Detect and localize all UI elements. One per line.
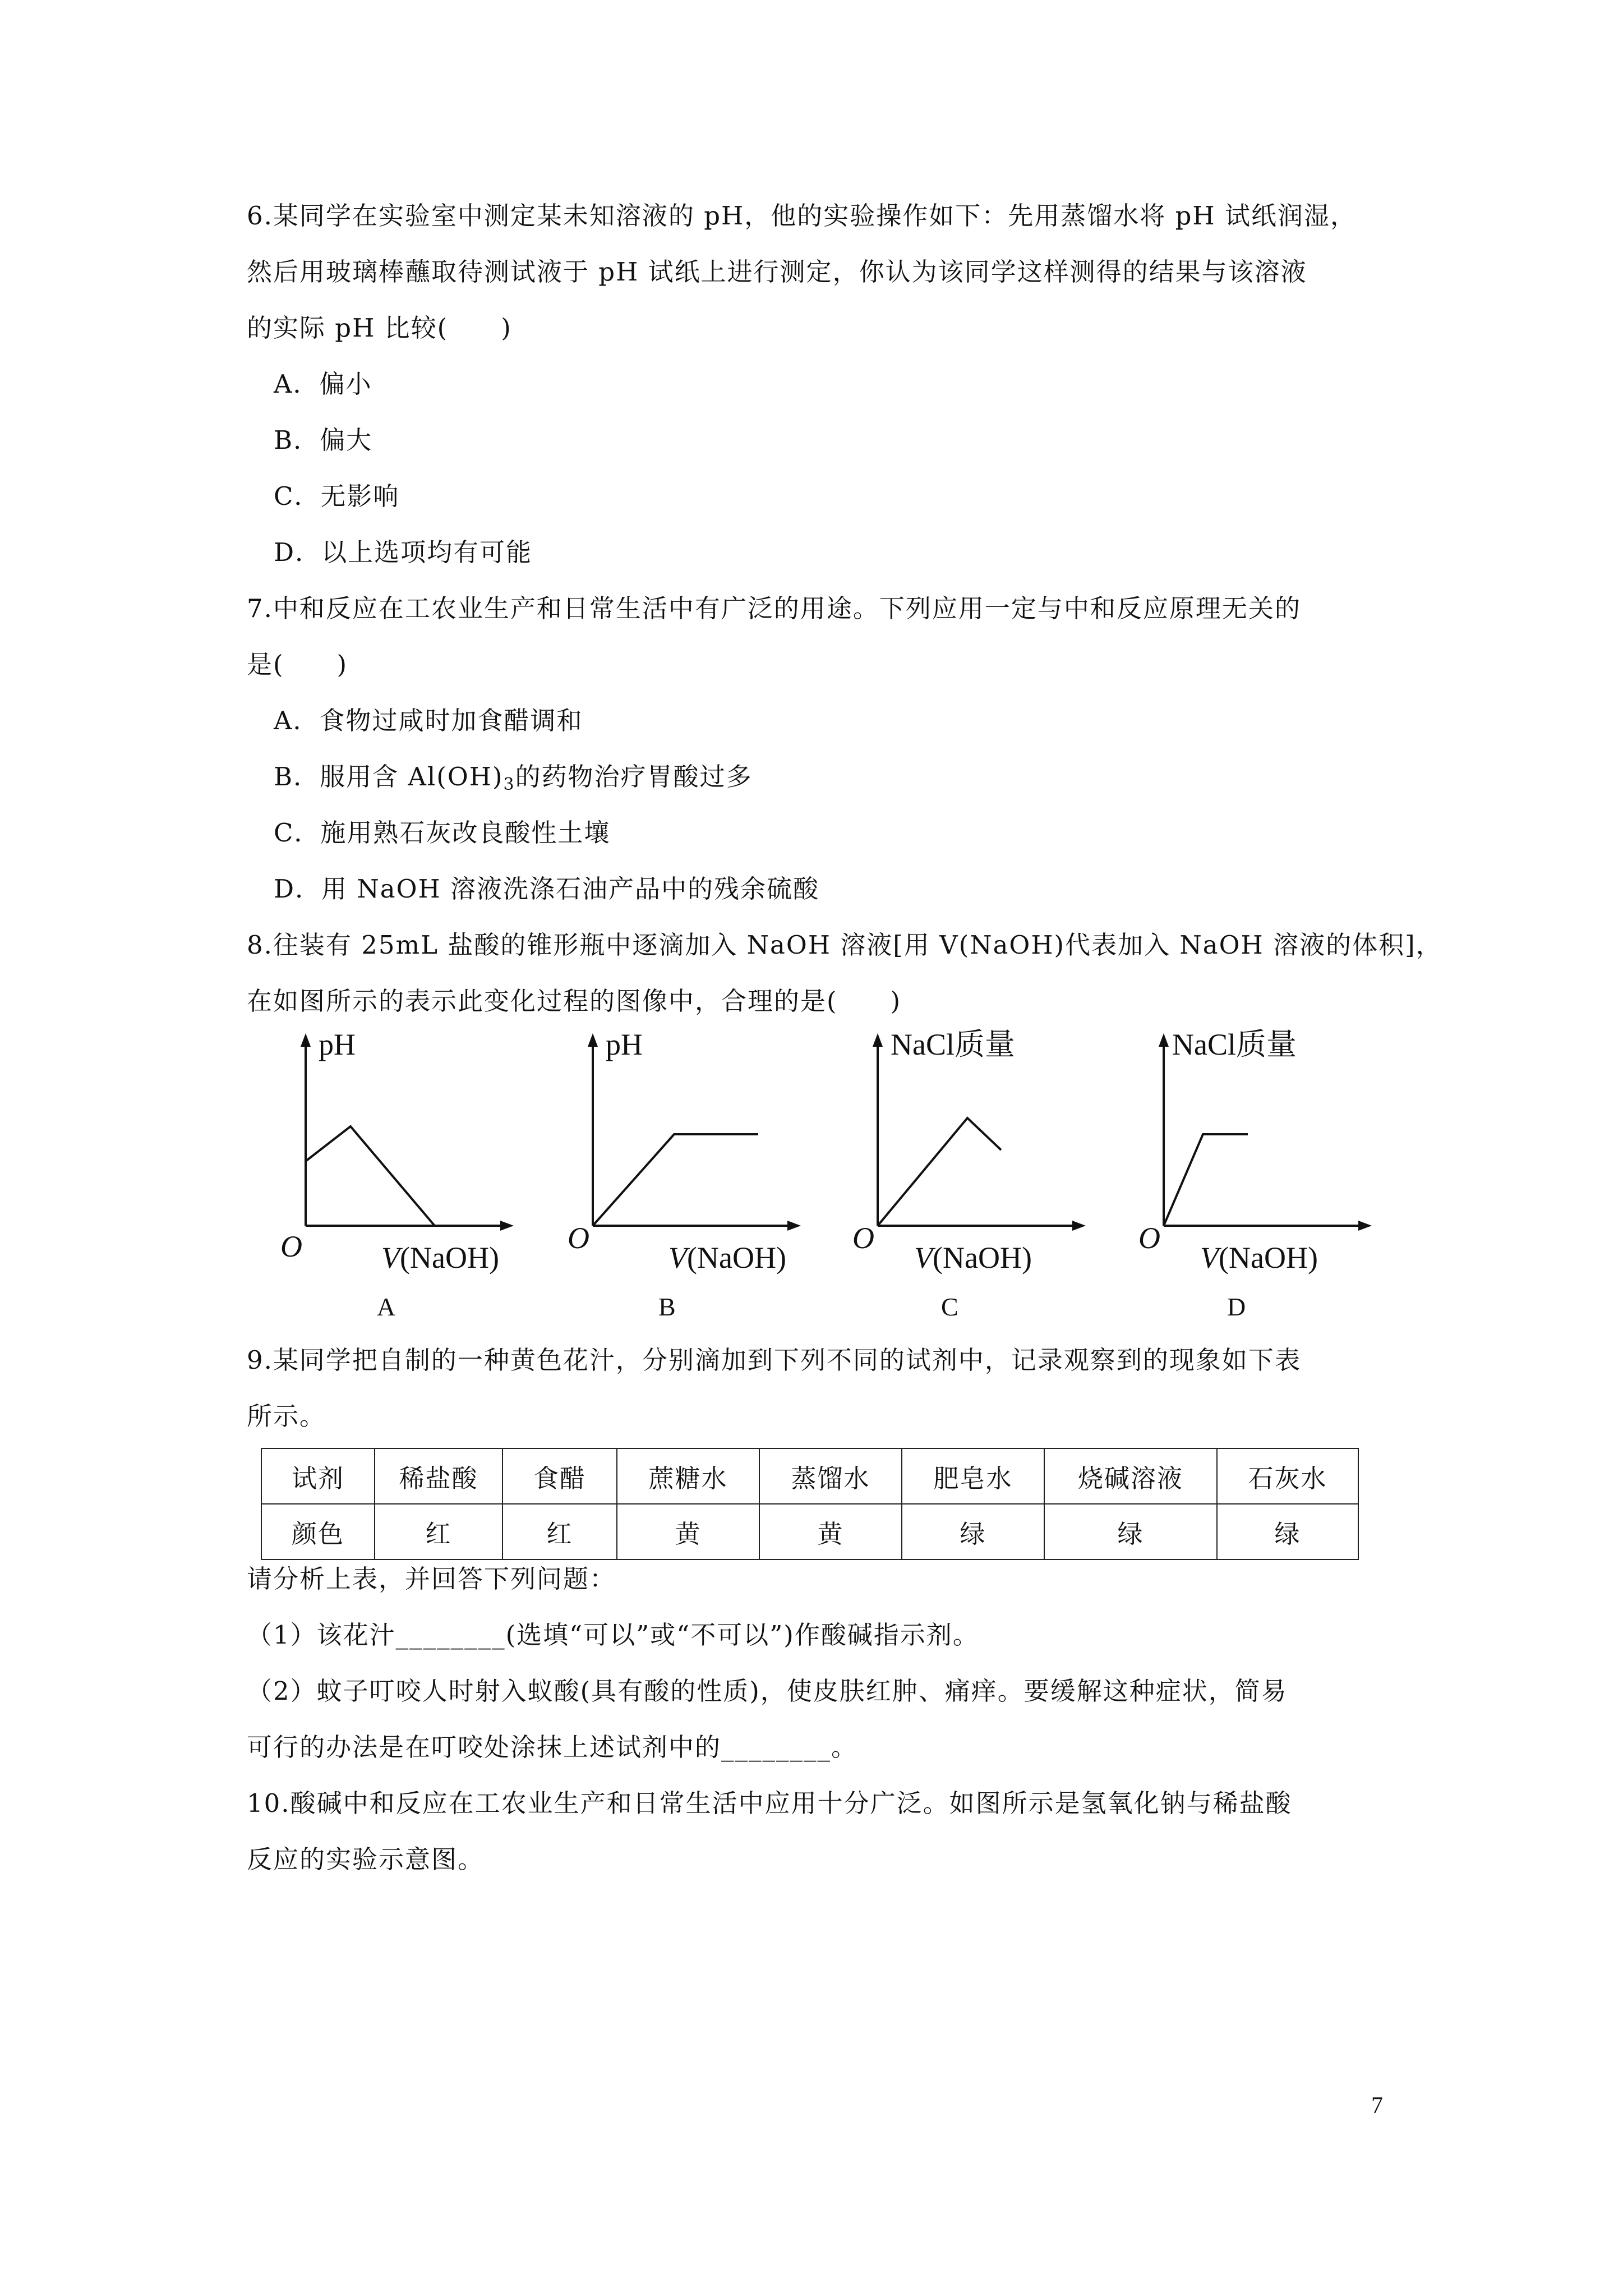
q7-option-d: D．用 NaOH 溶液洗涤石油产品中的残余硫酸 (274, 874, 820, 904)
graph-a-y-arrow (301, 1033, 311, 1047)
graph-c-y-arrow (873, 1033, 883, 1047)
graph-d-curve (1164, 1134, 1248, 1226)
q6-line-1: 6.某同学在实验室中测定某未知溶液的 pH，他的实验操作如下：先用蒸馏水将 pH 试纸润湿， (247, 201, 1357, 231)
graph-b-ylabel: pH (606, 1028, 643, 1061)
q10-line-1: 10.酸碱中和反应在工农业生产和日常生活中应用十分广泛。如图所示是氢氧化钠与稀盐酸 (247, 1788, 1292, 1818)
q7-option-a: A．食物过咸时加食醋调和 (274, 706, 583, 735)
table-cell: 黄 (759, 1504, 902, 1559)
table-cell: 石灰水 (1217, 1448, 1358, 1504)
graph-d-caption: D (1227, 1292, 1246, 1321)
q7-option-b-text: B．服用含 Al(OH) (274, 762, 504, 792)
graph-b-curve (593, 1134, 758, 1226)
graph-d-y-arrow (1159, 1033, 1169, 1047)
q9-sub-2-line-1: （2）蚊子叮咬人时射入蚁酸(具有酸的性质)，使皮肤红肿、痛痒。要缓解这种症状，简易 (247, 1676, 1288, 1706)
q9-sub-2-line-2: 可行的办法是在叮咬处涂抹上述试剂中的________。 (247, 1732, 858, 1762)
graph-a-x-arrow (500, 1221, 514, 1231)
q9-sub-1: （1）该花汁________(选填“可以”或“不可以”)作酸碱指示剂。 (247, 1620, 979, 1650)
q6-line-2: 然后用玻璃棒蘸取待测试液于 pH 试纸上进行测定，你认为该同学这样测得的结果与该溶液 (247, 257, 1307, 287)
table-cell: 食醋 (502, 1448, 617, 1504)
graph-a-svg (247, 1010, 499, 1324)
q6-option-b: B．偏大 (274, 425, 373, 455)
graph-c-caption: C (941, 1292, 958, 1321)
table-row (261, 1504, 1358, 1559)
graph-c-x-arrow (1072, 1221, 1086, 1231)
table-cell: 蔗糖水 (617, 1448, 759, 1504)
table-cell: 颜色 (261, 1504, 375, 1559)
graph-a-ylabel: pH (319, 1028, 356, 1061)
graph-b-svg (534, 1010, 786, 1324)
graph-c-curve (878, 1118, 1001, 1226)
table-cell: 绿 (1217, 1504, 1358, 1559)
graph-c-origin: O (852, 1221, 874, 1255)
graph-c-svg (819, 1010, 1066, 1324)
graph-a-xlabel: V(NaOH) (381, 1241, 499, 1274)
page-number: 7 (1371, 2093, 1383, 2119)
graph-d-xlabel: V(NaOH) (1200, 1241, 1318, 1274)
graph-b (534, 1010, 786, 1324)
table-cell: 稀盐酸 (375, 1448, 502, 1504)
q10-line-2: 反应的实验示意图。 (247, 1844, 485, 1874)
q7-option-b-text-end: 的药物治疗胃酸过多 (515, 762, 753, 792)
q7-option-b (274, 760, 753, 802)
table-cell: 绿 (1044, 1504, 1217, 1559)
graph-c-xlabel: V(NaOH) (914, 1241, 1032, 1274)
q6-line-3: 的实际 pH 比较( ) (247, 313, 512, 343)
table-cell: 绿 (902, 1504, 1044, 1559)
graph-d-svg (1105, 1010, 1352, 1324)
table-cell: 试剂 (261, 1448, 375, 1504)
graph-d-origin: O (1138, 1221, 1160, 1255)
q7-line-1: 7.中和反应在工农业生产和日常生活中有广泛的用途。下列应用一定与中和反应原理无关的 (247, 593, 1301, 623)
table-cell: 黄 (617, 1504, 759, 1559)
indicator-table (261, 1448, 1359, 1560)
q8-line-1: 8.往装有 25mL 盐酸的锥形瓶中逐滴加入 NaOH 溶液[用 V(NaOH)代表加入 NaOH 溶液的体积]， (247, 930, 1442, 960)
table-cell: 蒸馏水 (759, 1448, 902, 1504)
graph-b-caption: B (658, 1292, 676, 1321)
graph-a-curve (306, 1126, 435, 1226)
q6-option-d: D．以上选项均有可能 (274, 537, 533, 567)
graph-d (1105, 1010, 1352, 1324)
q6-option-c: C．无影响 (274, 481, 400, 511)
graph-b-xlabel: V(NaOH) (668, 1241, 786, 1274)
q9-line-2: 所示。 (247, 1401, 326, 1431)
graph-d-ylabel: NaCl质量 (1172, 1028, 1297, 1061)
graph-d-x-arrow (1358, 1221, 1372, 1231)
q8-graphs (247, 1010, 1413, 1324)
graph-b-y-arrow (588, 1033, 598, 1047)
q6-option-a: A．偏小 (274, 369, 372, 399)
graph-c-ylabel: NaCl质量 (891, 1028, 1015, 1061)
q9-line-1: 9.某同学把自制的一种黄色花汁，分别滴加到下列不同的试剂中，记录观察到的现象如下表 (247, 1345, 1301, 1375)
table-cell: 肥皂水 (902, 1448, 1044, 1504)
q7-option-c: C．施用熟石灰改良酸性土壤 (274, 818, 611, 848)
indicator-table-grid (261, 1448, 1359, 1560)
q9-after-table: 请分析上表，并回答下列问题： (247, 1564, 616, 1594)
q8-line-2: 在如图所示的表示此变化过程的图像中，合理的是( ) (247, 986, 902, 1016)
graph-b-origin: O (568, 1221, 589, 1255)
graph-a (247, 1010, 499, 1324)
table-cell: 红 (502, 1504, 617, 1559)
graph-a-origin: O (280, 1230, 302, 1263)
graph-b-x-arrow (787, 1221, 801, 1231)
table-cell: 烧碱溶液 (1044, 1448, 1217, 1504)
graph-a-caption: A (377, 1292, 396, 1321)
graph-c (819, 1010, 1066, 1324)
q7-line-2: 是( ) (247, 650, 348, 679)
table-row (261, 1448, 1358, 1504)
table-cell: 红 (375, 1504, 502, 1559)
q7-option-b-subscript: 3 (503, 775, 515, 794)
